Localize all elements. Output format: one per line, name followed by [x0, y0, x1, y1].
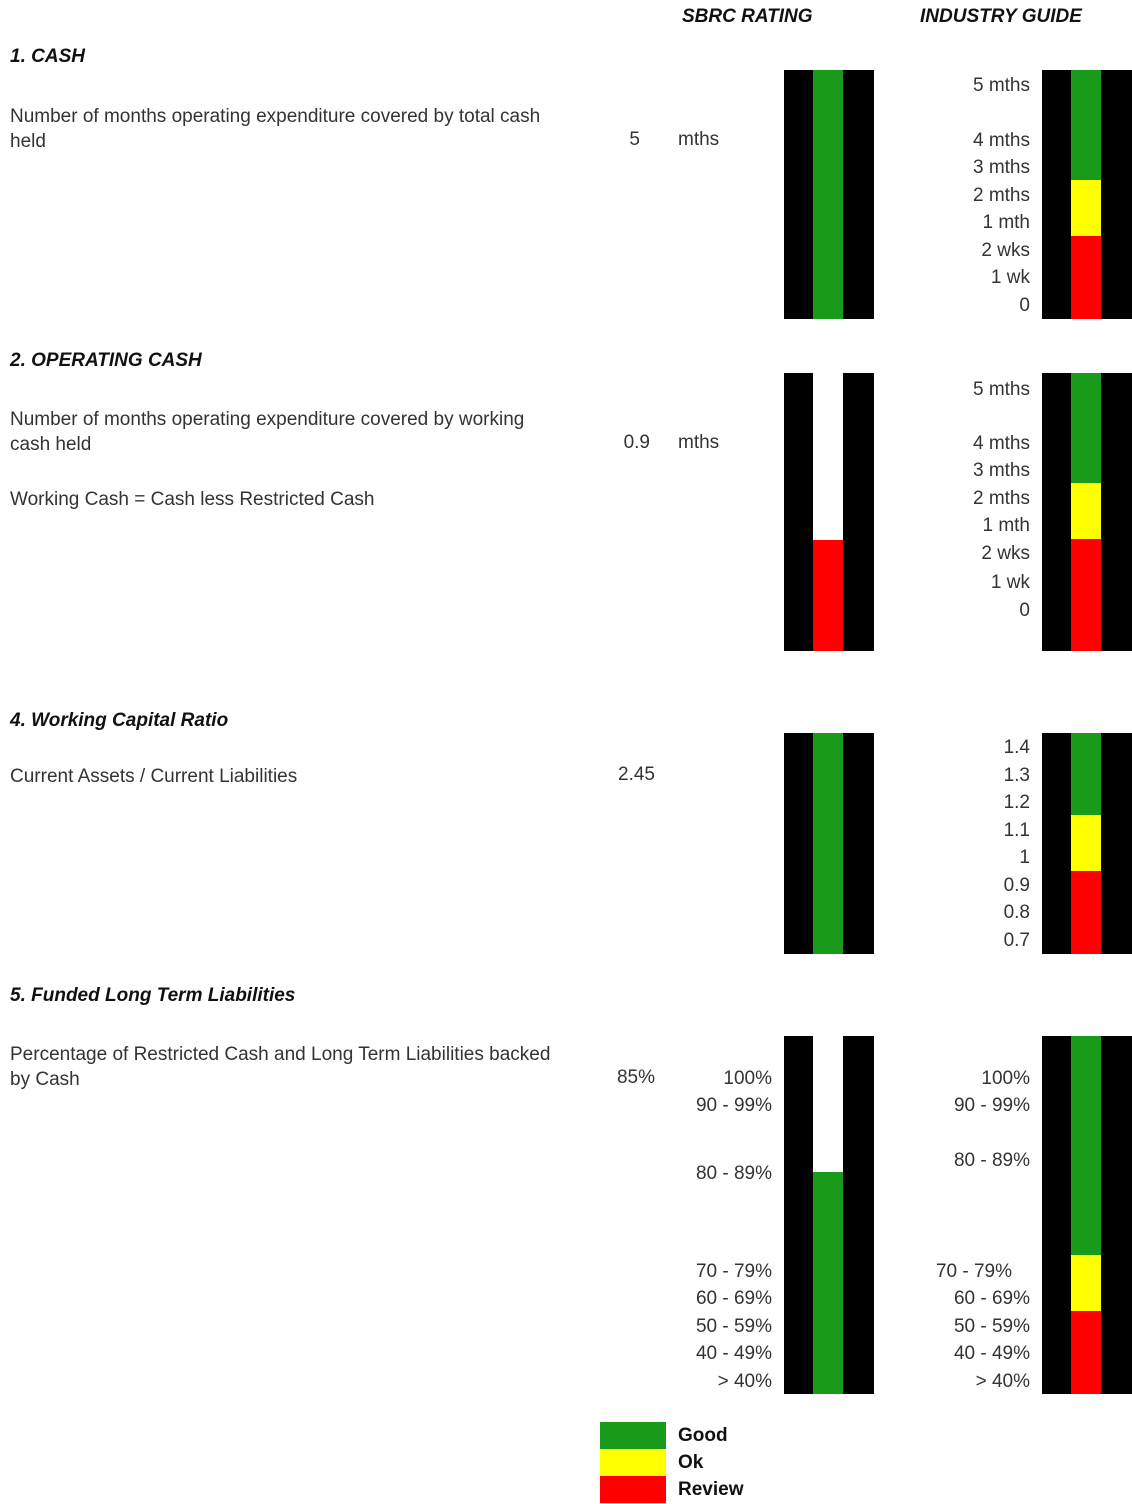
cash-scale-label: 2 mths [972, 185, 1030, 206]
section-cash-description: Number of months operating expenditure covered by total cash held [10, 106, 541, 152]
section-cash-unit: mths [678, 129, 720, 150]
cash-scale-label: 4 mths [972, 130, 1030, 151]
operating-cash-scale-label: 0 [1019, 600, 1030, 621]
section-operating-cash-description: Number of months operating expenditure covered by working cash held [10, 409, 525, 455]
funded-ltl-rating-scale-label: 60 - 69% [695, 1288, 772, 1309]
cash-scale-label: 1 mth [982, 212, 1030, 233]
guide-band-ok [1071, 815, 1101, 871]
cash-scale-label: 3 mths [972, 157, 1030, 178]
funded-ltl-rating-scale-label: > 40% [717, 1371, 772, 1392]
cash-scale-label: 1 wk [990, 267, 1030, 288]
funded-ltl-guide-scale-label: 100% [981, 1068, 1030, 1089]
operating-cash-scale-label: 3 mths [972, 460, 1030, 481]
section-operating-cash-note: Working Cash = Cash less Restricted Cash [10, 489, 375, 510]
funded-ltl-guide-scale-label: 80 - 89% [953, 1150, 1030, 1171]
section-operating-cash-unit: mths [678, 432, 720, 453]
funded-ltl-rating-scale-label: 70 - 79% [695, 1261, 772, 1282]
cash-sbrc-gauge [784, 70, 874, 319]
gauge-track [813, 733, 843, 954]
cash-scale-label: 0 [1019, 295, 1030, 316]
funded-ltl-guide-scale-label: 40 - 49% [953, 1343, 1030, 1364]
operating-cash-scale-label: 2 mths [972, 488, 1030, 509]
funded-ltl-rating-scale-label: 40 - 49% [695, 1343, 772, 1364]
cash-scale-label: 2 wks [981, 240, 1030, 261]
funded-ltl-rating-scale-label: 50 - 59% [695, 1316, 772, 1337]
industry-guide-header: INDUSTRY GUIDE [920, 6, 1082, 27]
section-cash-value: 5 [629, 129, 640, 150]
working-capital-scale-label: 0.8 [1003, 902, 1030, 923]
cash-scale-label: 5 mths [972, 75, 1030, 96]
legend-label-review: Review [678, 1479, 744, 1500]
gauge-track [813, 1036, 843, 1394]
operating-cash-guide-gauge [1042, 373, 1132, 651]
guide-band-good [1071, 1036, 1101, 1255]
operating-cash-scale-label: 1 mth [982, 515, 1030, 536]
funded-ltl-guide-scale-label: 70 - 79% [935, 1261, 1012, 1282]
section-funded-ltl-value: 85% [616, 1067, 655, 1088]
gauge-track [1071, 733, 1101, 954]
legend-label-good: Good [678, 1425, 728, 1446]
funded-ltl-guide-scale-label: 60 - 69% [953, 1288, 1030, 1309]
funded-ltl-rating-scale-label: 80 - 89% [695, 1163, 772, 1184]
guide-band-ok [1071, 483, 1101, 539]
section-funded-ltl-title: 5. Funded Long Term Liabilities [10, 985, 296, 1006]
guide-band-good [1071, 373, 1101, 483]
section-working-capital-description: Current Assets / Current Liabilities [10, 766, 298, 787]
working-capital-sbrc-gauge [784, 733, 874, 954]
gauge-track [813, 373, 843, 651]
legend-swatch-good [600, 1422, 666, 1449]
gauge-track [1071, 70, 1101, 319]
rating-fill [813, 540, 843, 651]
section-operating-cash-value: 0.9 [623, 432, 650, 453]
gauge-track [813, 70, 843, 319]
guide-band-ok [1071, 1255, 1101, 1311]
funded-ltl-rating-scale-label: 90 - 99% [695, 1095, 772, 1116]
working-capital-scale-label: 0.7 [1003, 930, 1030, 951]
section-cash-title: 1. CASH [10, 46, 85, 67]
funded-ltl-rating-scale-label: 100% [723, 1068, 772, 1089]
guide-band-review [1071, 871, 1101, 954]
cash-guide-gauge [1042, 70, 1132, 319]
operating-cash-scale-label: 1 wk [990, 572, 1030, 593]
rating-fill [813, 1172, 843, 1394]
rating-fill [813, 70, 843, 319]
working-capital-scale-label: 1.2 [1003, 792, 1030, 813]
guide-band-review [1071, 539, 1101, 651]
working-capital-scale-label: 1.3 [1003, 765, 1030, 786]
legend-swatch-ok [600, 1449, 666, 1476]
funded-ltl-guide-scale-label: 50 - 59% [953, 1316, 1030, 1337]
funded-ltl-guide-gauge [1042, 1036, 1132, 1394]
funded-ltl-sbrc-gauge [784, 1036, 874, 1394]
guide-band-review [1071, 1311, 1101, 1394]
operating-cash-sbrc-gauge [784, 373, 874, 651]
section-funded-ltl-description: Percentage of Restricted Cash and Long Term Liabilities backed by Cash [10, 1044, 551, 1090]
section-working-capital-value: 2.45 [618, 764, 655, 785]
section-working-capital-title: 4. Working Capital Ratio [10, 710, 229, 731]
legend-swatch-review [600, 1476, 666, 1503]
guide-band-good [1071, 733, 1101, 815]
guide-band-ok [1071, 180, 1101, 236]
working-capital-guide-gauge [1042, 733, 1132, 954]
operating-cash-scale-label: 5 mths [972, 379, 1030, 400]
working-capital-scale-label: 1.4 [1003, 737, 1030, 758]
guide-band-good [1071, 70, 1101, 180]
guide-band-review [1071, 236, 1101, 319]
working-capital-scale-label: 1 [1019, 847, 1030, 868]
working-capital-scale-label: 1.1 [1003, 820, 1030, 841]
funded-ltl-guide-scale-label: > 40% [975, 1371, 1030, 1392]
gauge-track [1071, 1036, 1101, 1394]
rating-fill [813, 733, 843, 954]
sbrc-rating-header: SBRC RATING [682, 6, 813, 27]
operating-cash-scale-label: 4 mths [972, 433, 1030, 454]
funded-ltl-guide-scale-label: 90 - 99% [953, 1095, 1030, 1116]
working-capital-scale-label: 0.9 [1003, 875, 1030, 896]
operating-cash-scale-label: 2 wks [981, 543, 1030, 564]
gauge-track [1071, 373, 1101, 651]
legend-label-ok: Ok [678, 1452, 704, 1473]
section-operating-cash-title: 2. OPERATING CASH [10, 350, 202, 371]
